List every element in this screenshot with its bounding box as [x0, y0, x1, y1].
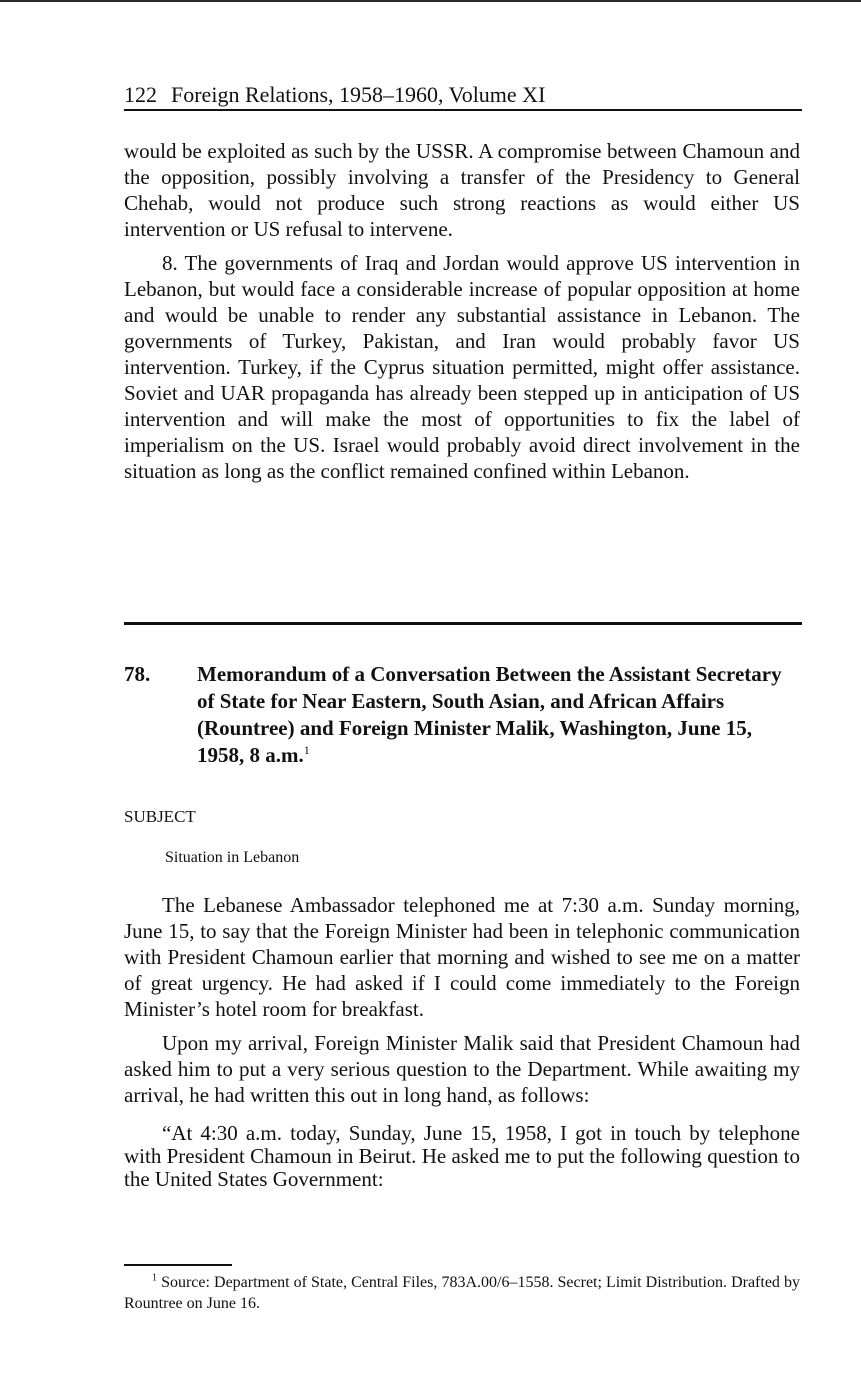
- footnote-marker: 1: [152, 1272, 157, 1284]
- subject-label: SUBJECT: [124, 807, 196, 826]
- document-number: 78.: [124, 662, 151, 686]
- subject-text: Situation in Lebanon: [165, 849, 300, 866]
- continuation-text: [124, 138, 800, 492]
- header-rule: [124, 109, 802, 111]
- footnote-text: Source: Department of State, Central Files, 783A.00/6–1558. Secret; Limit Distribution. Drafted by Rountree on June 16.: [124, 1274, 800, 1312]
- continuation-paragraph: would be exploited as such by the USSR. A compromise between Chamoun and the opposition, possibly involving a transfer of the Presidency to General Chehab, would not produce such strong reactions as would either US intervention or US refusal to intervene.: [124, 139, 800, 241]
- document-separator-rule: [124, 622, 802, 625]
- footnote-reference: 1: [303, 743, 310, 757]
- document-title: [197, 661, 787, 769]
- footnote: [124, 1272, 800, 1314]
- page-number: 122: [124, 82, 157, 107]
- volume-title: Foreign Relations, 1958–1960, Volume XI: [171, 82, 546, 107]
- memo-paragraph: Upon my arrival, Foreign Minister Malik said that President Chamoun had asked him to put a very serious question to the Department. While awaiting my arrival, he had written this out in long hand, as follows:: [124, 1031, 800, 1107]
- document-title-text: Memorandum of a Conversation Between the Assistant Secretary of State for Near Eastern, South Asian, and African Affairs (Rountree) and Foreign Minister Malik, Washington, June 15, 1958, 8 a.m.: [197, 662, 782, 767]
- memo-paragraph: The Lebanese Ambassador telephoned me at 7:30 a.m. Sunday morning, June 15, to say that the Foreign Minister had been in telephonic communication with President Chamoun earlier that morning and wished to see me on a matter of great urgency. He had asked if I could come immediately to the Foreign Minister’s hotel room for breakfast.: [124, 893, 800, 1021]
- memorandum-body: [124, 892, 800, 1199]
- footnote-rule: [124, 1264, 232, 1266]
- paragraph-8: 8. The governments of Iraq and Jordan would approve US intervention in Lebanon, but would face a considerable increase of popular opposition at home and would be unable to render any substantial assistance in Lebanon. The governments of Turkey, Pakistan, and Iran would probably favor US intervention. Turkey, if the Cyprus situation permitted, might offer assistance. Soviet and UAR propaganda has already been stepped up in anticipation of US intervention and will make the most of opportunities to fix the label of imperialism on the US. Israel would probably avoid direct involvement in the situation as long as the conflict remained confined within Lebanon.: [124, 251, 800, 483]
- page-top-edge: [0, 0, 861, 2]
- running-head: [124, 80, 802, 110]
- memo-paragraph: “At 4:30 a.m. today, Sunday, June 15, 1958, I got in touch by telephone with President Chamoun in Beirut. He asked me to put the following question to the United States Government:: [124, 1121, 800, 1191]
